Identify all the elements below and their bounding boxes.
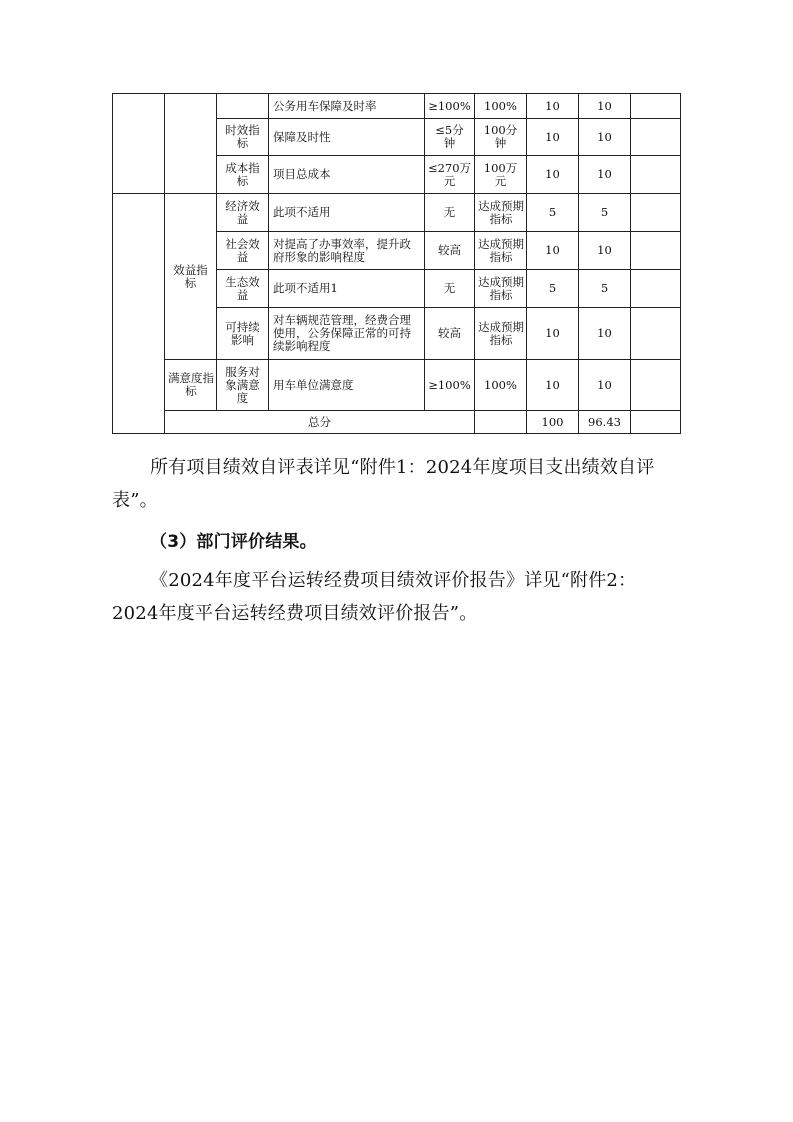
score-cell: 10 (579, 232, 631, 270)
actual-cell: 100% (475, 360, 527, 411)
score-cell: 10 (579, 156, 631, 194)
weight-cell: 10 (527, 156, 579, 194)
actual-cell: 100分钟 (475, 119, 527, 156)
target-cell: ≥100% (425, 360, 475, 411)
item-cell: 项目总成本 (269, 156, 425, 194)
remark-cell (631, 194, 681, 232)
target-cell: ≤5分钟 (425, 119, 475, 156)
actual-cell: 达成预期指标 (475, 232, 527, 270)
score-cell: 10 (579, 119, 631, 156)
remark-cell (631, 270, 681, 308)
actual-cell: 100% (475, 94, 527, 119)
total-weight-cell: 100 (527, 411, 579, 434)
table-cell-blank (113, 94, 165, 194)
benefit-indicator-label: 效益指标 (165, 194, 217, 360)
item-cell: 保障及时性 (269, 119, 425, 156)
actual-cell: 达成预期指标 (475, 194, 527, 232)
attachment2-paragraph: 《2024年度平台运转经费项目绩效评价报告》详见“附件2：2024年度平台运转经费项目绩效评价报告”。 (112, 570, 637, 624)
table-cell-blank (165, 94, 217, 194)
total-actual-cell (475, 411, 527, 434)
attachment1-paragraph: 所有项目绩效自评表详见“附件1：2024年度项目支出绩效自评表”。 (112, 457, 655, 511)
subindicator-cell: 时效指标 (217, 119, 269, 156)
total-remark-cell (631, 411, 681, 434)
weight-cell: 10 (527, 94, 579, 119)
item-cell: 对车辆规范管理，经费合理使用，公务保障正常的可持续影响程度 (269, 308, 425, 360)
item-cell: 此项不适用1 (269, 270, 425, 308)
target-cell: 较高 (425, 232, 475, 270)
subindicator-cell: 经济效益 (217, 194, 269, 232)
score-cell: 10 (579, 360, 631, 411)
weight-cell: 5 (527, 194, 579, 232)
performance-table (112, 93, 681, 434)
total-label: 总分 (165, 411, 475, 434)
score-cell: 10 (579, 308, 631, 360)
remark-cell (631, 119, 681, 156)
subindicator-cell: 社会效益 (217, 232, 269, 270)
subindicator-cell: 成本指标 (217, 156, 269, 194)
table-row (113, 94, 681, 119)
target-cell: ≥100% (425, 94, 475, 119)
subindicator-cell: 服务对象满意度 (217, 360, 269, 411)
weight-cell: 5 (527, 270, 579, 308)
item-cell: 此项不适用 (269, 194, 425, 232)
table-row (113, 360, 681, 411)
target-cell: 无 (425, 270, 475, 308)
total-score-cell: 96.43 (579, 411, 631, 434)
subindicator-cell (217, 94, 269, 119)
score-cell: 10 (579, 94, 631, 119)
weight-cell: 10 (527, 119, 579, 156)
weight-cell: 10 (527, 308, 579, 360)
satisfaction-indicator-label: 满意度指标 (165, 360, 217, 411)
remark-cell (631, 94, 681, 119)
target-cell: 无 (425, 194, 475, 232)
total-row (113, 411, 681, 434)
actual-cell: 达成预期指标 (475, 270, 527, 308)
remark-cell (631, 156, 681, 194)
table-row (113, 194, 681, 232)
score-cell: 5 (579, 194, 631, 232)
item-cell: 对提高了办事效率，提升政府形象的影响程度 (269, 232, 425, 270)
score-cell: 5 (579, 270, 631, 308)
weight-cell: 10 (527, 360, 579, 411)
target-cell: 较高 (425, 308, 475, 360)
remark-cell (631, 232, 681, 270)
actual-cell: 达成预期指标 (475, 308, 527, 360)
table-cell-blank (113, 194, 165, 434)
section-heading: （3）部门评价结果。 (150, 532, 317, 552)
subindicator-cell: 生态效益 (217, 270, 269, 308)
weight-cell: 10 (527, 232, 579, 270)
remark-cell (631, 308, 681, 360)
item-cell: 公务用车保障及时率 (269, 94, 425, 119)
actual-cell: 100万元 (475, 156, 527, 194)
subindicator-cell: 可持续影响 (217, 308, 269, 360)
target-cell: ≤270万元 (425, 156, 475, 194)
item-cell: 用车单位满意度 (269, 360, 425, 411)
remark-cell (631, 360, 681, 411)
